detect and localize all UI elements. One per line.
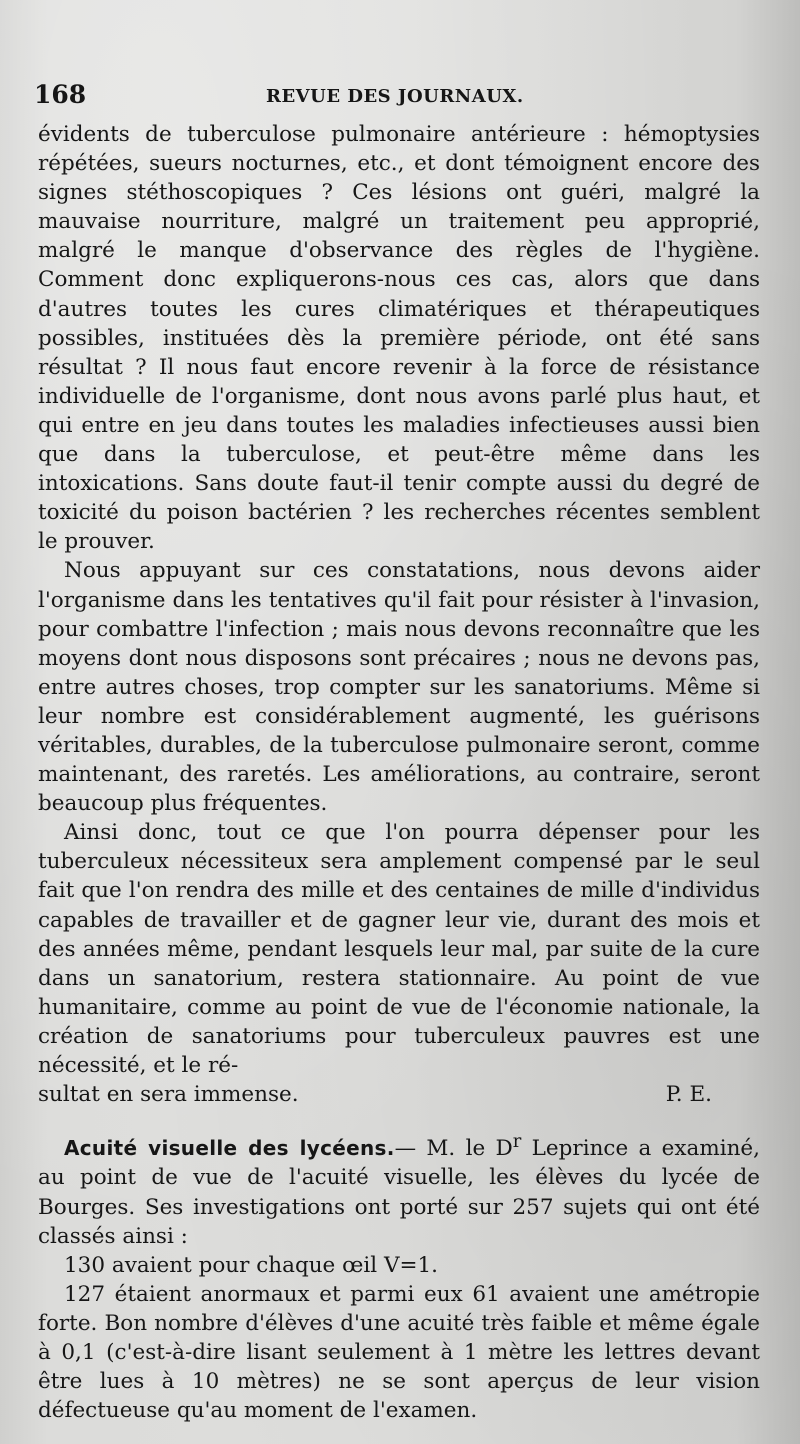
doctor-superscript: r: [512, 1131, 522, 1153]
article-dash: — M. le D: [394, 1136, 513, 1162]
paragraph-127-abnormal: 127 étaient anormaux et parmi eux 61 avaient une amétropie forte. Bon nombre d'élèves d'une acuité très faible et même égale à 0,1 (c'est-à-dire lisant seulement à 1 mètre les lettres devant être lues à 10 mètres) ne se sont aperçus de leur vision défectueuse qu'au moment de l'examen.: [38, 1281, 760, 1424]
article-intro: Leprince a examiné, au point de vue de l'acuité visuelle, les élèves du lycée de Bourges. Ses investigations ont porté sur 257 sujets qui ont été classés ainsi :: [38, 1136, 760, 1249]
paragraph-tuberculosis-lesions: évidents de tuberculose pulmonaire antérieure : hémoptysies répétées, sueurs nocturnes, etc., et dont témoignent encore des signes stéthoscopiques ? Ces lésions ont guéri, malgré la mauvaise nourriture, malgré un traitement peu approprié, malgré le manque d'observance des règles de l'hygiène. Comment donc expliquerons-nous ces cas, alors que dans d'autres toutes les cures climatériques et thérapeutiques possibles, instituées dès la première période, ont été sans résultat ? Il nous faut encore revenir à la force de résistance individuelle de l'organisme, dont nous avons parlé plus haut, et qui entre en jeu dans toutes les maladies infectieuses aussi bien que dans la tuberculose, et peut-être même dans les intoxications. Sans doute faut-il tenir compte aussi du degré de toxicité du poison bactérien ? les recherches récentes semblent le prouver.: [38, 122, 760, 555]
line-130-normal: 130 avaient pour chaque œil V=1.: [64, 1252, 439, 1278]
page-number: 168: [34, 80, 87, 109]
author-signature: P. E.: [665, 1082, 712, 1108]
running-head: REVUE DES JOURNAUX.: [266, 86, 524, 107]
section-gap: [38, 1109, 760, 1127]
paragraph-conclusion: Ainsi donc, tout ce que l'on pourra dépenser pour les tuberculeux nécessiteux sera amplement compensé par le seul fait que l'on rendra des mille et des centaines de mille d'individus capables de travailler et de gagner leur vie, durant des mois et des années même, pendant lesquels leur mal, par suite de la cure dans un sanatorium, restera stationnaire. Au point de vue humanitaire, comme au point de vue de l'économie nationale, la création de sanatoriums pour tuberculeux pauvres est une nécessité, et le ré-: [38, 820, 760, 1078]
paragraph-conclusion-end: sultat en sera immense.: [38, 1082, 299, 1108]
signature-line: [38, 1080, 760, 1109]
article-visual-acuity: [38, 1127, 760, 1251]
article-title: Acuité visuelle des lycéens.: [64, 1136, 395, 1161]
paragraph-sanatoriums: Nous appuyant sur ces constatations, nous devons aider l'organisme dans les tentatives qu'il fait pour résister à l'invasion, pour combattre l'infection ; mais nous devons reconnaître que les moyens dont nous disposons sont précaires ; nous ne devons pas, entre autres choses, trop compter sur les sanatoriums. Même si leur nombre est considérablement augmenté, les guérisons véritables, durables, de la tuberculose pulmonaire seront, comme maintenant, des raretés. Les améliorations, au contraire, seront beaucoup plus fréquentes.: [38, 558, 760, 817]
body-text: [38, 120, 760, 1425]
page-header: [34, 80, 754, 116]
